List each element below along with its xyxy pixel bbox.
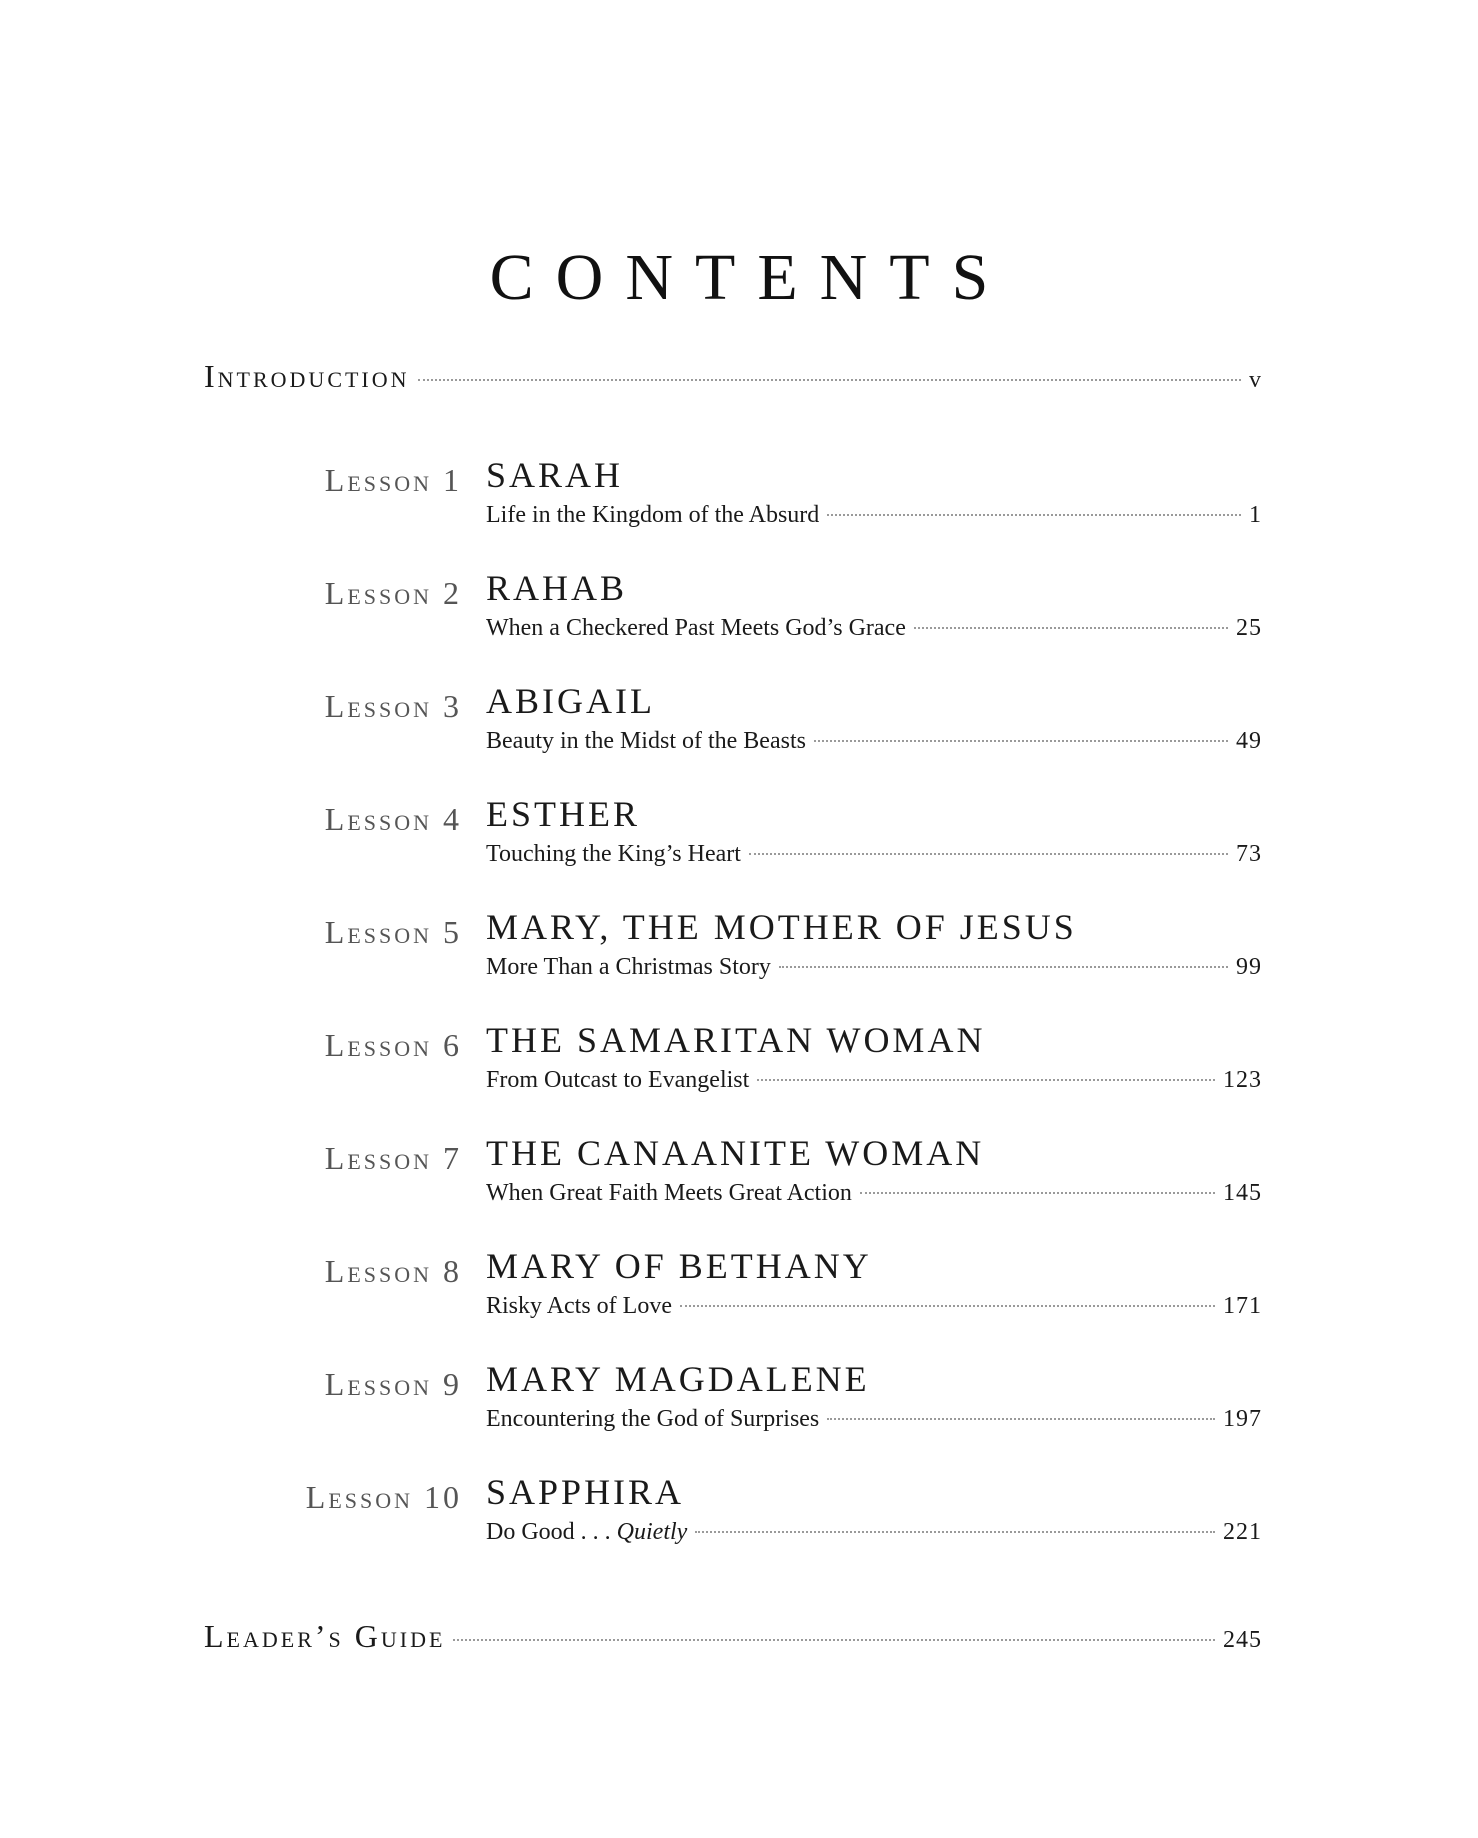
- toc-entry-label: Introduction: [204, 358, 410, 394]
- lesson-page-number: 99: [1236, 954, 1262, 980]
- lesson-subtitle: More Than a Christmas Story: [486, 954, 771, 980]
- lesson-label: Lesson 6: [324, 1027, 462, 1063]
- lesson-label: Lesson 1: [324, 462, 462, 498]
- lesson-name: MARY MAGDALENE: [486, 1359, 870, 1399]
- toc-lesson-4[interactable]: [204, 793, 1262, 883]
- lesson-name: THE SAMARITAN WOMAN: [486, 1020, 986, 1060]
- toc-page-number: 245: [1223, 1627, 1262, 1653]
- lesson-page-number: 25: [1236, 615, 1262, 641]
- dot-leader: [860, 1192, 1215, 1194]
- lesson-page-number: 1: [1249, 502, 1262, 528]
- toc-lesson-7[interactable]: [204, 1132, 1262, 1222]
- lesson-subtitle: Encountering the God of Surprises: [486, 1406, 820, 1432]
- lesson-label: Lesson 2: [324, 575, 462, 611]
- toc-lesson-6[interactable]: [204, 1019, 1262, 1109]
- dot-leader: [827, 1418, 1215, 1420]
- lesson-page-number: 221: [1223, 1519, 1262, 1545]
- lesson-name: SAPPHIRA: [486, 1472, 685, 1512]
- lesson-label: Lesson 8: [324, 1253, 462, 1289]
- lesson-page-number: 123: [1223, 1067, 1262, 1093]
- lesson-subtitle-text: Do Good . . .: [486, 1519, 611, 1545]
- toc-entry-leaders-guide[interactable]: [204, 1618, 1262, 1658]
- lesson-label: Lesson 3: [324, 688, 462, 724]
- dot-leader: [814, 740, 1228, 742]
- toc-lesson-3[interactable]: [204, 680, 1262, 770]
- lesson-label: Lesson 9: [324, 1366, 462, 1402]
- dot-leader: [695, 1531, 1215, 1533]
- lesson-page-number: 197: [1223, 1406, 1262, 1432]
- lesson-subtitle-emphasis: Quietly: [616, 1519, 688, 1545]
- lesson-subtitle: Risky Acts of Love: [486, 1293, 672, 1319]
- lesson-label: Lesson 7: [324, 1140, 462, 1176]
- lesson-label: Lesson 5: [324, 914, 462, 950]
- lesson-page-number: 171: [1223, 1293, 1262, 1319]
- page-title: CONTENTS: [489, 241, 1011, 315]
- lesson-name: ABIGAIL: [486, 681, 655, 721]
- lesson-name: MARY OF BETHANY: [486, 1246, 872, 1286]
- toc-entry-introduction[interactable]: [204, 358, 1262, 398]
- lesson-subtitle: From Outcast to Evangelist: [486, 1067, 750, 1093]
- toc-entry-label: Leader’s Guide: [204, 1618, 446, 1654]
- toc-lesson-8[interactable]: [204, 1245, 1262, 1335]
- dot-leader: [914, 627, 1228, 629]
- dot-leader: [680, 1305, 1215, 1307]
- lesson-subtitle: When Great Faith Meets Great Action: [486, 1180, 852, 1206]
- toc-lesson-9[interactable]: [204, 1358, 1262, 1448]
- dot-leader: [757, 1079, 1215, 1081]
- dot-leader: [418, 379, 1241, 381]
- dot-leader: [827, 514, 1241, 516]
- lesson-label: Lesson 10: [305, 1479, 462, 1515]
- lesson-name: SARAH: [486, 455, 624, 495]
- lesson-label: Lesson 4: [324, 801, 462, 837]
- lesson-subtitle: When a Checkered Past Meets God’s Grace: [486, 615, 906, 641]
- dot-leader: [749, 853, 1228, 855]
- lesson-subtitle: Touching the King’s Heart: [486, 841, 741, 867]
- dot-leader: [453, 1639, 1215, 1641]
- dot-leader: [779, 966, 1228, 968]
- toc-lesson-1[interactable]: [204, 454, 1262, 544]
- lesson-name: RAHAB: [486, 568, 628, 608]
- lesson-page-number: 73: [1236, 841, 1262, 867]
- lesson-page-number: 49: [1236, 728, 1262, 754]
- toc-lesson-2[interactable]: [204, 567, 1262, 657]
- lesson-name: MARY, THE MOTHER OF JESUS: [486, 907, 1077, 947]
- lesson-name: ESTHER: [486, 794, 641, 834]
- lesson-subtitle: [486, 1519, 687, 1546]
- lesson-subtitle: Beauty in the Midst of the Beasts: [486, 728, 806, 754]
- toc-page-number: v: [1249, 367, 1262, 393]
- lesson-page-number: 145: [1223, 1180, 1262, 1206]
- lesson-name: THE CANAANITE WOMAN: [486, 1133, 985, 1173]
- toc-lesson-5[interactable]: [204, 906, 1262, 996]
- lesson-subtitle: Life in the Kingdom of the Absurd: [486, 502, 820, 528]
- toc-lesson-10[interactable]: [204, 1471, 1262, 1561]
